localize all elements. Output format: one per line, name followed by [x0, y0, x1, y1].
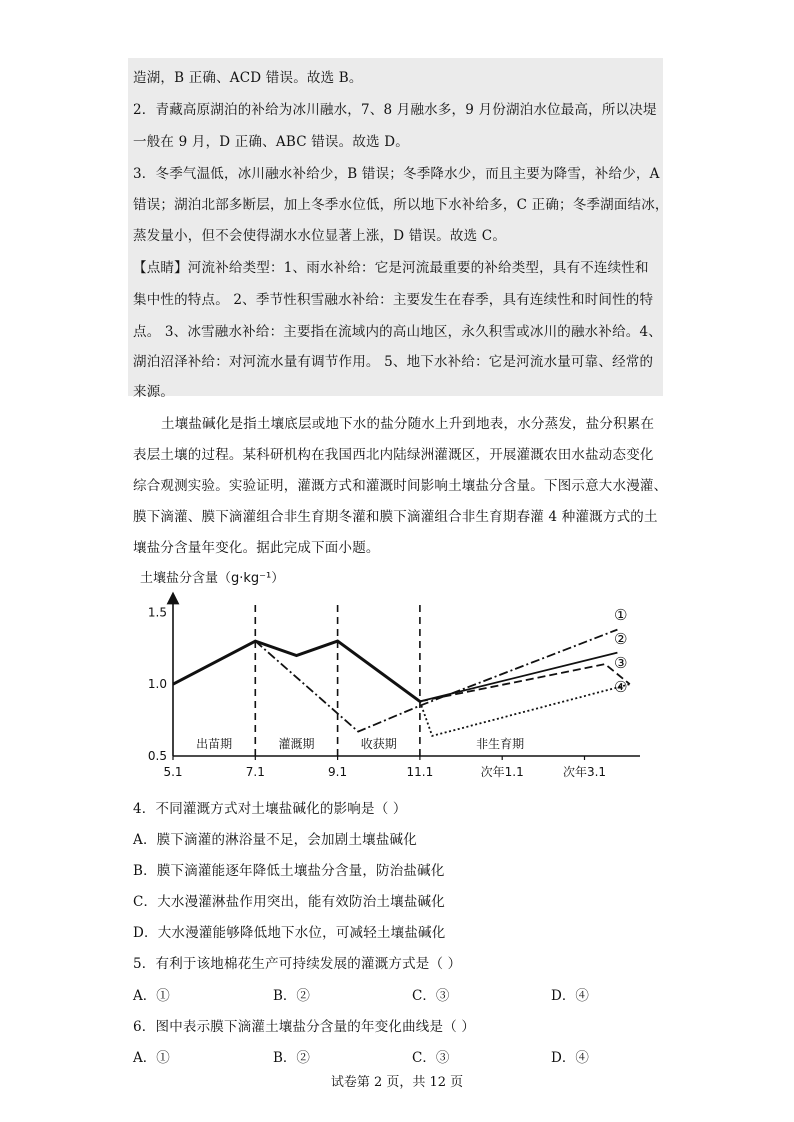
question-6-option-b[interactable]: B．②	[273, 1050, 310, 1066]
answer-line-8: 集中性的特点。 2、季节性积雪融水补给：主要发生在春季，具有连续性和时间性的特	[133, 292, 654, 308]
x-tick-label-4: 11.1	[406, 765, 434, 779]
period-label-3: 收获期	[360, 737, 397, 751]
question-4-stem: 4．不同灌溉方式对土壤盐碱化的影响是（ ）	[133, 801, 407, 817]
question-5-option-b[interactable]: B．②	[273, 988, 310, 1004]
y-axis-label: 土壤盐分含量（g·kg⁻¹）	[140, 571, 285, 586]
series-marker-4: ④	[614, 678, 628, 696]
series-line-2	[420, 653, 618, 702]
question-6-option-a[interactable]: A．①	[133, 1050, 170, 1066]
answer-line-1: 造湖，B 正确、ACD 错误。故选 B。	[133, 70, 363, 86]
x-tick-label-1: 5.1	[163, 765, 183, 779]
answer-line-5: 错误；湖泊北部多断层，加上冬季水位低，所以地下水补给多，C 正确；冬季湖面结冰，	[133, 197, 669, 213]
answer-line-2: 2．青藏高原湖泊的补给为冰川融水，7、8 月融水多，9 月份湖泊水位最高，所以决堤	[133, 102, 657, 118]
question-4-option-c[interactable]: C．大水漫灌淋盐作用突出，能有效防治土壤盐碱化	[133, 894, 445, 910]
question-4-option-b[interactable]: B．膜下滴灌能逐年降低土壤盐分含量，防治盐碱化	[133, 863, 445, 879]
series-marker-2: ②	[614, 630, 628, 648]
x-tick-label-5: 次年1.1	[480, 765, 524, 779]
question-5-option-c[interactable]: C．③	[412, 988, 450, 1004]
answer-line-9: 点。 3、冰雪融水补给：主要指在流域内的高山地区，永久积雪或冰川的融水补给。4、	[133, 324, 662, 340]
series-line-1	[255, 630, 617, 732]
answer-line-7: 【点睛】河流补给类型：1、雨水补给：它是河流最重要的补给类型，具有不连续性和	[133, 260, 649, 276]
series-common-line	[173, 641, 420, 701]
chart-svg	[140, 566, 660, 788]
x-tick-label-3: 9.1	[328, 765, 348, 779]
period-label-1: 出苗期	[196, 737, 233, 751]
soil-salt-chart	[140, 566, 660, 788]
y-tick-label-3: 0.5	[147, 749, 167, 763]
question-5-stem: 5．有利于该地棉花生产可持续发展的灌溉方式是（ ）	[133, 956, 462, 972]
period-label-4: 非生育期	[476, 737, 525, 751]
x-tick-label-2: 7.1	[245, 765, 265, 779]
material-line-5: 壤盐分含量年变化。据此完成下面小题。	[133, 540, 380, 556]
y-tick-label-2: 1.0	[147, 677, 167, 692]
material-line-2: 表层土壤的过程。某科研机构在我国西北内陆绿洲灌溉区，开展灌溉农田水盐动态变化	[133, 447, 654, 463]
answer-line-6: 蒸发量小，但不会使得湖水水位显著上涨，D 错误。故选 C。	[133, 228, 507, 244]
answer-line-4: 3．冬季气温低，冰川融水补给少，B 错误；冬季降水少，而且主要为降雪，补给少，A	[133, 166, 660, 182]
question-4-option-a[interactable]: A．膜下滴灌的淋浴量不足，会加剧土壤盐碱化	[133, 832, 417, 848]
question-6-option-c[interactable]: C．③	[412, 1050, 450, 1066]
series-line-4	[420, 684, 630, 736]
y-tick-label-1: 1.5	[147, 605, 167, 620]
question-6-option-d[interactable]: D．④	[551, 1050, 589, 1066]
material-line-1: 土壤盐碱化是指土壤底层或地下水的盐分随水上升到地表，水分蒸发，盐分积累在	[161, 416, 655, 432]
material-line-4: 膜下滴灌、膜下滴灌组合非生育期冬灌和膜下滴灌组合非生育期春灌 4 种灌溉方式的土	[133, 509, 658, 525]
series-line-3	[420, 664, 630, 701]
series-marker-3: ③	[614, 654, 628, 672]
material-line-3: 综合观测实验。实验证明，灌溉方式和灌溉时间影响土壤盐分含量。下图示意大水漫灌、	[133, 478, 668, 494]
page-footer: 试卷第 2 页，共 12 页	[330, 1075, 464, 1090]
question-6-stem: 6．图中表示膜下滴灌土壤盐分含量的年变化曲线是（ ）	[133, 1019, 476, 1035]
period-label-2: 灌溉期	[278, 737, 315, 751]
answer-line-10: 湖泊沼泽补给：对河流水量有调节作用。 5、地下水补给：它是河流水量可靠、经常的	[133, 354, 654, 370]
answer-line-11: 来源。	[133, 384, 175, 400]
question-5-option-a[interactable]: A．①	[133, 988, 170, 1004]
question-4-option-d[interactable]: D．大水漫灌能够降低地下水位，可减轻土壤盐碱化	[133, 925, 446, 941]
answer-line-3: 一般在 9 月，D 正确、ABC 错误。故选 D。	[133, 134, 409, 150]
x-tick-label-6: 次年3.1	[562, 765, 607, 779]
series-marker-1: ①	[614, 606, 628, 624]
question-5-option-d[interactable]: D．④	[551, 988, 589, 1004]
